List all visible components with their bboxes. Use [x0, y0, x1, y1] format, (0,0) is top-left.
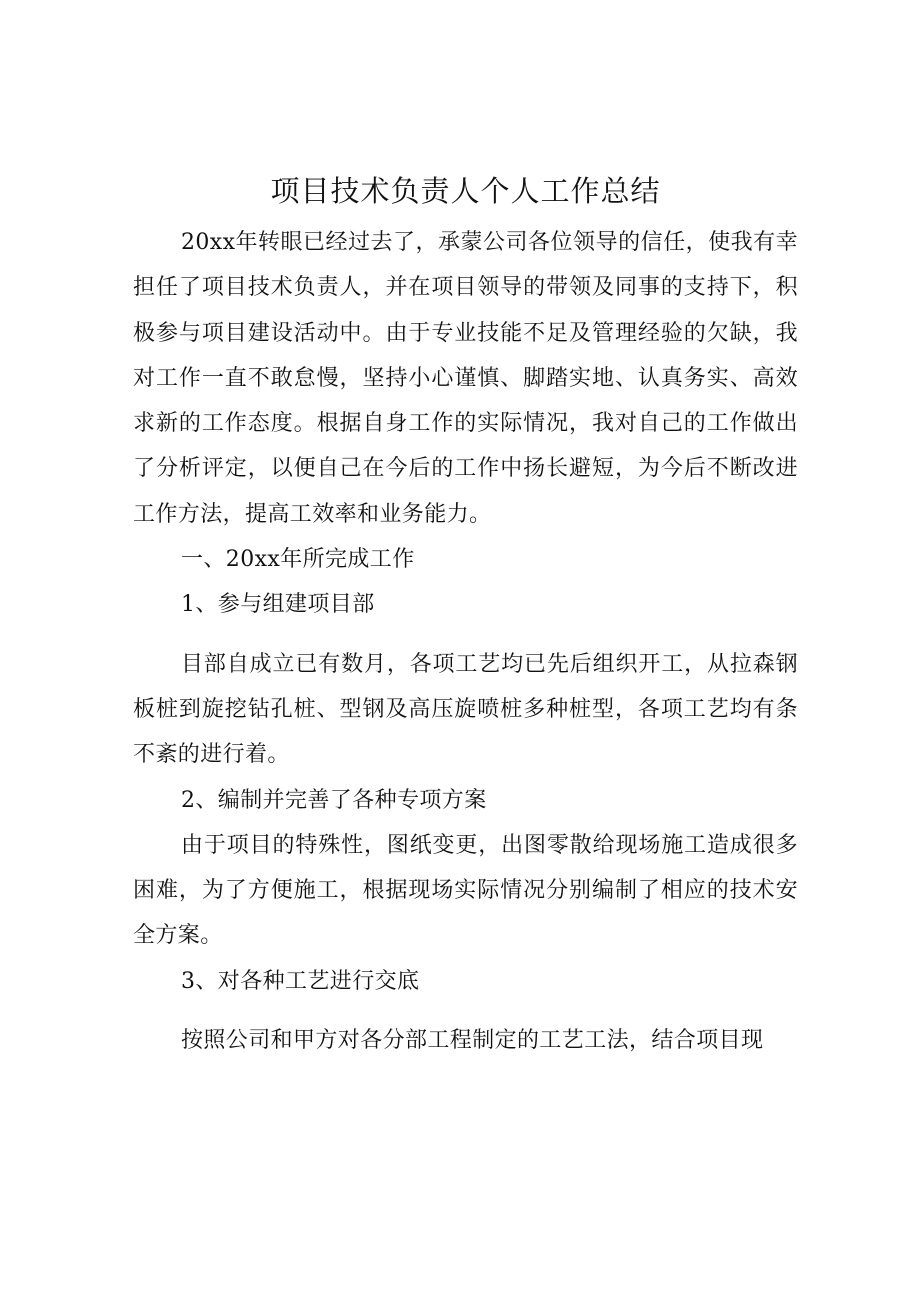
section-heading-1: 一、20xx年所完成工作 — [181, 547, 415, 573]
document-title: 项目技术负责人个人工作总结 — [270, 174, 661, 208]
item-body-3: 按照公司和甲方对各分部工程制定的工艺工法，结合项目现 — [181, 1028, 764, 1054]
item-heading-2: 2、编制并完善了各种专项方案 — [181, 787, 487, 813]
item-heading-3: 3、对各种工艺进行交底 — [181, 968, 420, 994]
item-body-2: 由于项目的特殊性，图纸变更，出图零散给现场施工造成很多困难，为了方便施工，根据现场实际情况分别编制了相应的技术安全方案。 — [133, 832, 798, 949]
document-page — [133, 165, 798, 1063]
item-heading-1: 1、参与组建项目部 — [181, 592, 375, 618]
item-body-1: 目部自成立已有数月，各项工艺均已先后组织开工，从拉森钢板桩到旋挖钻孔桩、型钢及高压旋喷桩多种桩型，各项工艺均有条不紊的进行着。 — [133, 651, 798, 768]
intro-paragraph: 20xx年转眼已经过去了，承蒙公司各位领导的信任，使我有幸担任了项目技术负责人，并在项目领导的带领及同事的支持下，积极参与项目建设活动中。由于专业技能不足及管理经验的欠缺，我对工作一直不敢怠慢，坚持小心谨慎、脚踏实地、认真务实、高效求新的工作态度。根据自身工作的实际情况，我对自己的工作做出了分析评定，以便自己在今后的工作中扬长避短，为今后不断改进工作方法，提高工效率和业务能力。 — [133, 230, 798, 527]
